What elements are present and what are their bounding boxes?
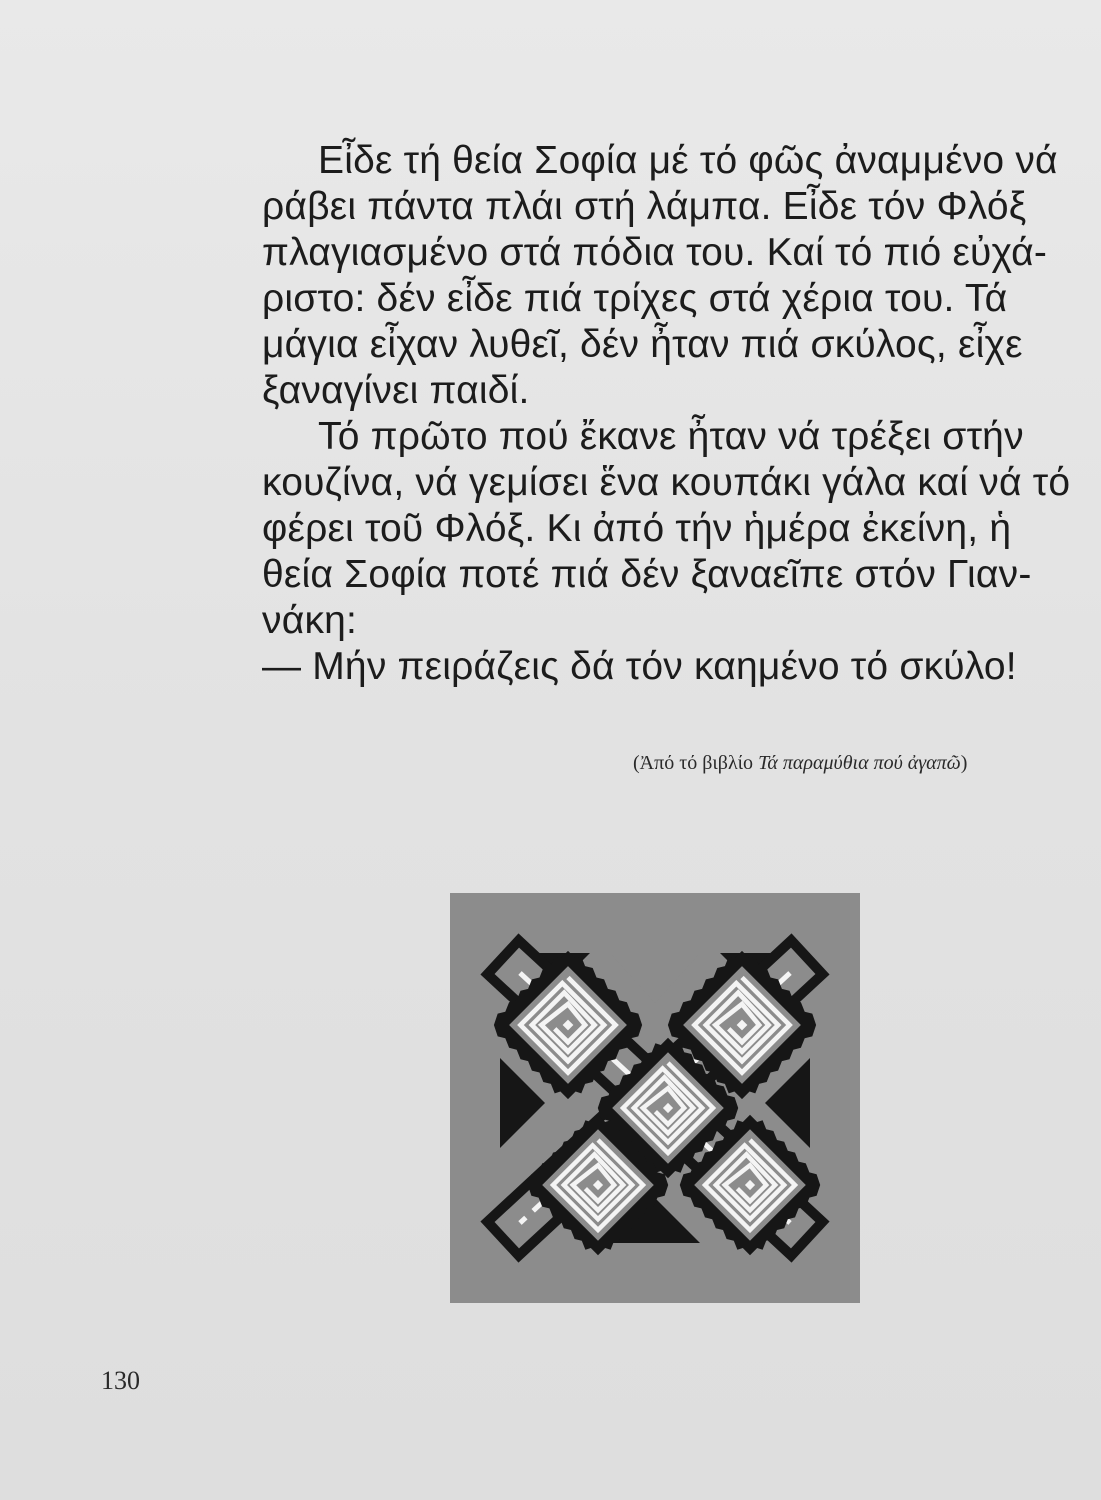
citation-book-title: Τά παραμύθια πού ἀγαπῶ — [758, 752, 961, 774]
text-line: ράβει πάντα πλάι στή λάμπα. Εἶδε τόν Φλόξ — [262, 185, 1027, 228]
dialogue-line: — Μήν πειράζεις δά τόν καημένο τό σκύλο! — [262, 645, 1017, 688]
embroidery-ornament-icon — [450, 893, 860, 1303]
page-number: 130 — [101, 1366, 140, 1395]
story-text — [262, 138, 1071, 690]
text-line: θεία Σοφία ποτέ πιά δέν ξαναεῖπε στόν Γιαν- — [262, 553, 1032, 596]
citation-prefix: (Ἀπό τό βιβλίο — [633, 752, 759, 774]
text-line-content: Εἶδε τή θεία Σοφία μέ τό φῶς ἀναμμένο νά — [318, 139, 1058, 182]
text-line: πλαγιασμένο στά πόδια του. Καί τό πιό εὐχά- — [262, 231, 1048, 274]
text-line: Τό πρῶτο πού ἔκανε ἦταν νά τρέξει στήν — [318, 415, 1024, 458]
text-line: νάκη: — [262, 599, 358, 642]
text-line: φέρει τοῦ Φλόξ. Κι ἀπό τήν ἡμέρα ἐκείνη, ἡ — [262, 507, 1012, 550]
text-line: κουζίνα, νά γεμίσει ἕνα κουπάκι γάλα καί νά τό — [262, 461, 1071, 504]
text-line: ξαναγίνει παιδί. — [262, 369, 530, 412]
citation-suffix: ) — [960, 752, 968, 774]
source-citation — [633, 752, 967, 775]
text-line — [262, 138, 1058, 184]
text-line: μάγια εἶχαν λυθεῖ, δέν ἦταν πιά σκύλος, εἶχε — [262, 323, 1023, 366]
text-line: ριστο: δέν εἶδε πιά τρίχες στά χέρια του. Τά — [262, 277, 1008, 320]
